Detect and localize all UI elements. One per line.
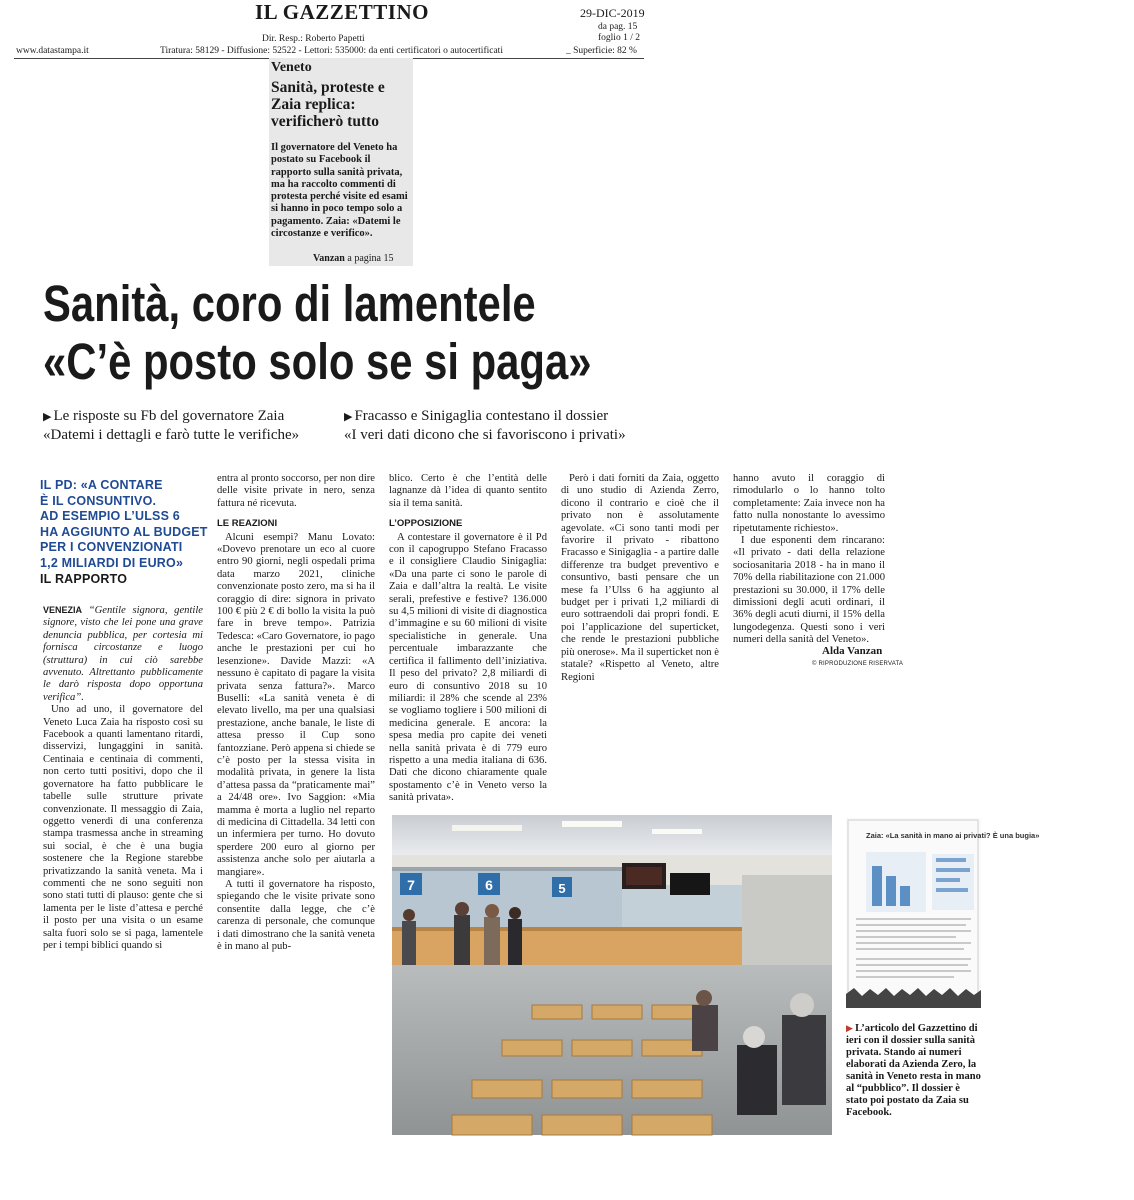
- author-signature: Alda Vanzan: [822, 645, 883, 657]
- header-date: 29-DIC-2019: [580, 6, 645, 20]
- teaser-body: Il governatore del Veneto ha postato su Facebook il rapporto sulla sanità privata, ma ha raccolto commenti di protesta perché visite ed esami si hanno in poco tempo solo a pagamento. Zaia: «Datemi le circostanze e verifico».: [271, 142, 408, 240]
- subhead-left-line-2: «Datemi i dettagli e farò tutte le verifiche»: [43, 427, 300, 443]
- header-surface: _ Superficie: 82 %: [566, 46, 637, 56]
- subhead-left-line-1: Le risposte su Fb del governatore Zaia: [53, 408, 285, 424]
- article-column-2: [217, 473, 375, 953]
- side-headline: [40, 478, 210, 588]
- paragraph: hanno avuto il coraggio di rimodularlo o lo hanno tolto completamente: Zaia invece non ha fatto nulla nonostante lo avessimo ripetutamente richiesto».: [733, 473, 885, 534]
- triangle-bullet-icon: ▶: [846, 1023, 856, 1033]
- side-headline-line: PER I CONVENZIONATI: [40, 540, 183, 554]
- paragraph: Uno ad uno, il governatore del Veneto Luca Zaia ha risposto così su Facebook a quanti lamentano ritardi, disservizi, lungaggini in sanità. Centinaia e centinaia di commenti, non certo tutti positivi, dopo che il governatore ha fatto pubblicare le tabelle sulle strutture private convenzionate. Il messaggio di Zaia, oggetto venerdì di una conferenza stampa trasmessa anche in streaming sui social, è che è una bugia sostenere che la Regione starebbe privatizzando la sanità veneta. Ma i commenti che ne sono seguiti non sono stati tutti di plauso: gente che si lamenta per le liste d’attesa e perché il posto per una visita o un esame salta fuori solo se si paga, lamentele per i tempi biblici quando si: [43, 704, 203, 951]
- article-column-3: [389, 473, 547, 805]
- paragraph: entra al pronto soccorso, per non dire delle visite private in nero, senza fattura né ricevuta.: [217, 473, 375, 509]
- headline-line-1: Sanità, coro di lamentele: [43, 275, 536, 332]
- side-headline-line: AD ESEMPIO L’ULSS 6: [40, 509, 180, 523]
- paragraph: A contestare il governatore è il Pd con il capogruppo Stefano Fracasso e il consigliere Claudio Sinigaglia: «Da una parte ci sono le parole di Zaia e dall’altra la realtà. Le visite serali, prefestive e festive? 136.000 su 4,5 milioni di visite di diagnostica d’immagine e su 60 milioni di visite specialistiche in generale. Una percentuale imbarazzante che certifica il fallimento dell’iniziativa. Il peso del privato? 2,8 miliardi di euro di consuntivo 2018 su 10 miliardi: il 28% che scende al 23% se vogliamo togliere i 500 milioni di medicina generale. E ancora: la spesa media pro capite dei veneti nella sanità privata è di 779 euro rispetto a una media italiana di 636. Dati che dicono chiaramente quale spostamento c’è in Veneto verso la sanità privata».: [389, 531, 547, 804]
- counter-number-5: 5: [558, 881, 566, 896]
- paragraph: I due esponenti dem rincarano: «Il privato - dati della relazione sociosanitaria 2018 - ha in mano il 70% della riabilitazione con 21.000 prestazioni su 30.000, il 17% delle dimissioni degli acuti ordinari, il 36% degli acuti diurni, il 15% della lungodegenza. Questi sono i veri numeri della sanità del Veneto».: [733, 535, 885, 646]
- section-heading: L’OPPOSIZIONE: [389, 518, 463, 530]
- teaser-box: [269, 58, 413, 266]
- side-headline-line: 1,2 MILIARDI DI EURO»: [40, 555, 184, 570]
- header-sheet: foglio 1 / 2: [598, 33, 640, 43]
- teaser-title: Sanità, proteste e Zaia replica: verificherò tutto: [271, 79, 385, 130]
- teaser-region: Veneto: [271, 60, 312, 75]
- paragraph: A tutti il governatore ha risposto, spiegando che le visite private sono consentite dalla legge, che c’è carenza di personale, che comunque i dati dimostrano che la sanità veneta è in mano al pub-: [217, 879, 375, 953]
- side-headline-line: IL PD: «A CONTARE: [40, 478, 163, 492]
- teaser-author: Vanzan: [313, 253, 345, 264]
- side-headline-line: HA AGGIUNTO AL BUDGET: [40, 524, 208, 539]
- header-circulation: Tiratura: 58129 - Diffusione: 52522 - Lettori: 535000: da enti certificatori o autocertificati: [160, 46, 503, 56]
- thumbnail-headline: Zaia: «La sanità in mano ai privati? È una bugia»: [866, 831, 1040, 840]
- article-column-5: [733, 473, 885, 647]
- triangle-bullet-icon: ▶: [43, 411, 52, 423]
- subhead-right: [344, 407, 704, 444]
- subhead-right-line-2: «I veri dati dicono che si favoriscono i privati»: [344, 427, 626, 443]
- headline-line-2: «C’è posto solo se si paga»: [43, 333, 592, 390]
- header-director: Dir. Resp.: Roberto Papetti: [262, 34, 365, 44]
- paragraph: Alcuni esempi? Manu Lovato: «Dovevo prenotare un eco al cuore entro 90 giorni, negli ospedali prima data marzo 2021, cliniche convenzionate posto zero, ma si ha il coraggio di dire: signora in privato 100 € più 2 € di bollo la visita la può fare in breve tempo». Patrizia Tedesca: «Caro Governatore, io pago anche le prestazioni per cui ho lesenzione». Davide Mazzi: «A nessuno è capitato di pagare la visita privata senza fattura?». Marco Buselli: «La sanità veneta è di elevato livello, ma per una qualsiasi prestazione, anche banale, le liste di attesa presso il Cup sono fantozziane. Però appena si chiede se c’è posto per la stessa visita in modalità privata, in genere la lista d’attesa passa da “praticamente mai” a 24/48 ore». Ivo Saggion: «Mia mamma è morta a luglio nel reparto di medicina di Cittadella. 34 letti con un infermiera per turno. Ho dovuto sperdere 200 euro al giorno per assistenza anche solo per aiutarla a mangiare».: [217, 531, 375, 878]
- subhead-right-line-1: Fracasso e Sinigaglia contestano il dossier: [354, 408, 609, 424]
- paragraph: Però i dati forniti da Zaia, oggetto di uno studio di Azienda Zerro, dicono il contrario e cioè che il privato non è assolutamente agevolate. «Ci sono tanti modi per favorire il privato - ribattono Fracasso e Sinigaglia - a partire dalle differenze tra budget preventivo e consuntivo, basti pensare che un mese fa l’Ulss 6 ha aggiunto al budget per i privati 1,2 miliardi di euro sottraendoli dai propri fondi. E poi l’applicazione del superticket, che rende le prestazioni pubbliche più onerose». Ma il superticket non è statale? «Rispetto al Veneto, altre Regioni: [561, 473, 719, 683]
- header-url: www.datastampa.it: [16, 46, 89, 56]
- newspaper-thumbnail: [846, 818, 1040, 1008]
- dateline: VENEZIA: [43, 605, 83, 615]
- teaser-page-ref: [313, 253, 393, 264]
- copyright-note: © RIPRODUZIONE RISERVATA: [812, 661, 904, 667]
- photo-caption: [846, 1022, 981, 1119]
- counter-number-6: 6: [485, 877, 493, 893]
- main-headline: [43, 275, 592, 391]
- teaser-page: a pagina 15: [344, 253, 394, 264]
- header-page: da pag. 15: [598, 22, 638, 32]
- triangle-bullet-icon: ▶: [344, 411, 353, 423]
- article-column-4: [561, 473, 719, 684]
- section-kicker: IL RAPPORTO: [40, 572, 128, 586]
- paragraph: blico. Certo è che l’entità delle lagnanze dà l’idea di quanto sentito sia il tema sanità.: [389, 473, 547, 509]
- waiting-room-photo: [392, 815, 832, 1135]
- section-heading: LE REAZIONI: [217, 518, 278, 530]
- counter-number-7: 7: [407, 877, 415, 893]
- masthead: IL GAZZETTINO: [255, 0, 429, 24]
- caption-text: L’articolo del Gazzettino di ieri con il dossier sulla sanità privata. Stando ai numeri elaborati da Azienda Zero, la sanità in Veneto resta in mano al “pubblico”. Il dossier è stato poi postato da Zaia su Facebook.: [846, 1023, 981, 1118]
- opening-quote: “Gentile signora, gentile signore, visto che lei pone una grave denuncia pubblica, per cortesia mi fornisca circostanze e luogo (struttura) in cui ciò sarebbe avvenuto. Altrettanto pubblicamente le darò risposta dopo opportuna verifica”.: [43, 605, 203, 703]
- side-headline-line: È IL CONSUNTIVO.: [40, 493, 157, 508]
- article-column-1: [43, 604, 203, 952]
